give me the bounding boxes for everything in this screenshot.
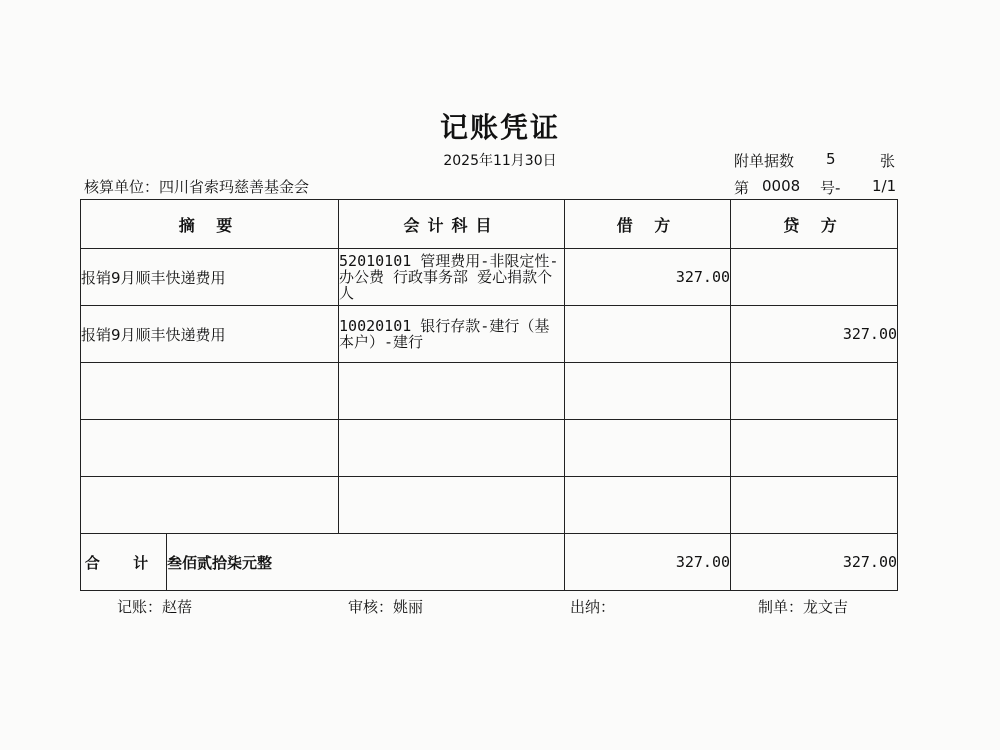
entry-account — [339, 363, 565, 420]
entry-summary: 报销9月顺丰快递费用 — [81, 306, 339, 363]
voucher-no: 0008 — [762, 177, 801, 195]
voucher-title: 记账凭证 — [439, 111, 560, 144]
header-account: 会计科目 — [339, 200, 565, 249]
entry-credit: 327.00 — [731, 306, 898, 363]
table-row — [81, 306, 898, 363]
total-row — [81, 534, 898, 591]
total-in-words: 叁佰贰拾柒元整 — [167, 534, 565, 591]
voucher-page: 1/1 — [872, 177, 897, 195]
voucher-date: 2025年11月30日 — [443, 153, 557, 169]
entry-debit: 327.00 — [565, 249, 731, 306]
total-debit: 327.00 — [565, 534, 731, 591]
entry-debit — [565, 420, 731, 477]
table-row — [81, 420, 898, 477]
entry-debit — [565, 477, 731, 534]
header-credit: 贷 方 — [731, 200, 898, 249]
entry-account: 52010101 管理费用-非限定性-办公费 行政事务部 爱心捐款个人 — [339, 249, 565, 306]
entry-summary: 报销9月顺丰快递费用 — [81, 249, 339, 306]
bookkeeper-name: 赵蓓 — [162, 598, 193, 616]
entry-account — [339, 477, 565, 534]
entry-credit — [731, 249, 898, 306]
unit-label: 核算单位： — [84, 178, 160, 196]
entry-summary — [81, 363, 339, 420]
reviewer-name: 姚丽 — [393, 598, 424, 616]
entry-summary — [81, 420, 339, 477]
table-row — [81, 249, 898, 306]
total-label: 合 计 — [81, 534, 167, 591]
entry-summary — [81, 477, 339, 534]
entry-account: 10020101 银行存款-建行（基本户）-建行 — [339, 306, 565, 363]
voucher-hao: 号- — [820, 179, 841, 197]
attach-label: 附单据数 — [734, 152, 795, 170]
table-row — [81, 363, 898, 420]
cashier-signature — [570, 596, 615, 617]
voucher-table — [80, 199, 898, 591]
header-summary: 摘 要 — [81, 200, 339, 249]
entry-debit — [565, 363, 731, 420]
cashier-label: 出纳： — [570, 598, 616, 616]
entry-debit — [565, 306, 731, 363]
accounting-unit — [84, 176, 309, 197]
entry-account — [339, 420, 565, 477]
header-debit: 借 方 — [565, 200, 731, 249]
preparer-label: 制单： — [758, 598, 804, 616]
entry-credit — [731, 363, 898, 420]
table-header-row — [81, 200, 898, 249]
reviewer-signature — [348, 596, 423, 617]
entry-credit — [731, 420, 898, 477]
attach-unit: 张 — [880, 152, 896, 170]
attach-count: 5 — [826, 150, 836, 168]
entry-credit — [731, 477, 898, 534]
unit-name: 四川省索玛慈善基金会 — [159, 178, 310, 196]
reviewer-label: 审核： — [348, 598, 394, 616]
voucher-prefix: 第 — [734, 179, 750, 197]
bookkeeper-signature — [117, 596, 192, 617]
total-credit: 327.00 — [731, 534, 898, 591]
preparer-signature — [758, 596, 848, 617]
preparer-name: 龙文吉 — [803, 598, 849, 616]
table-row — [81, 477, 898, 534]
bookkeeper-label: 记账： — [117, 598, 163, 616]
